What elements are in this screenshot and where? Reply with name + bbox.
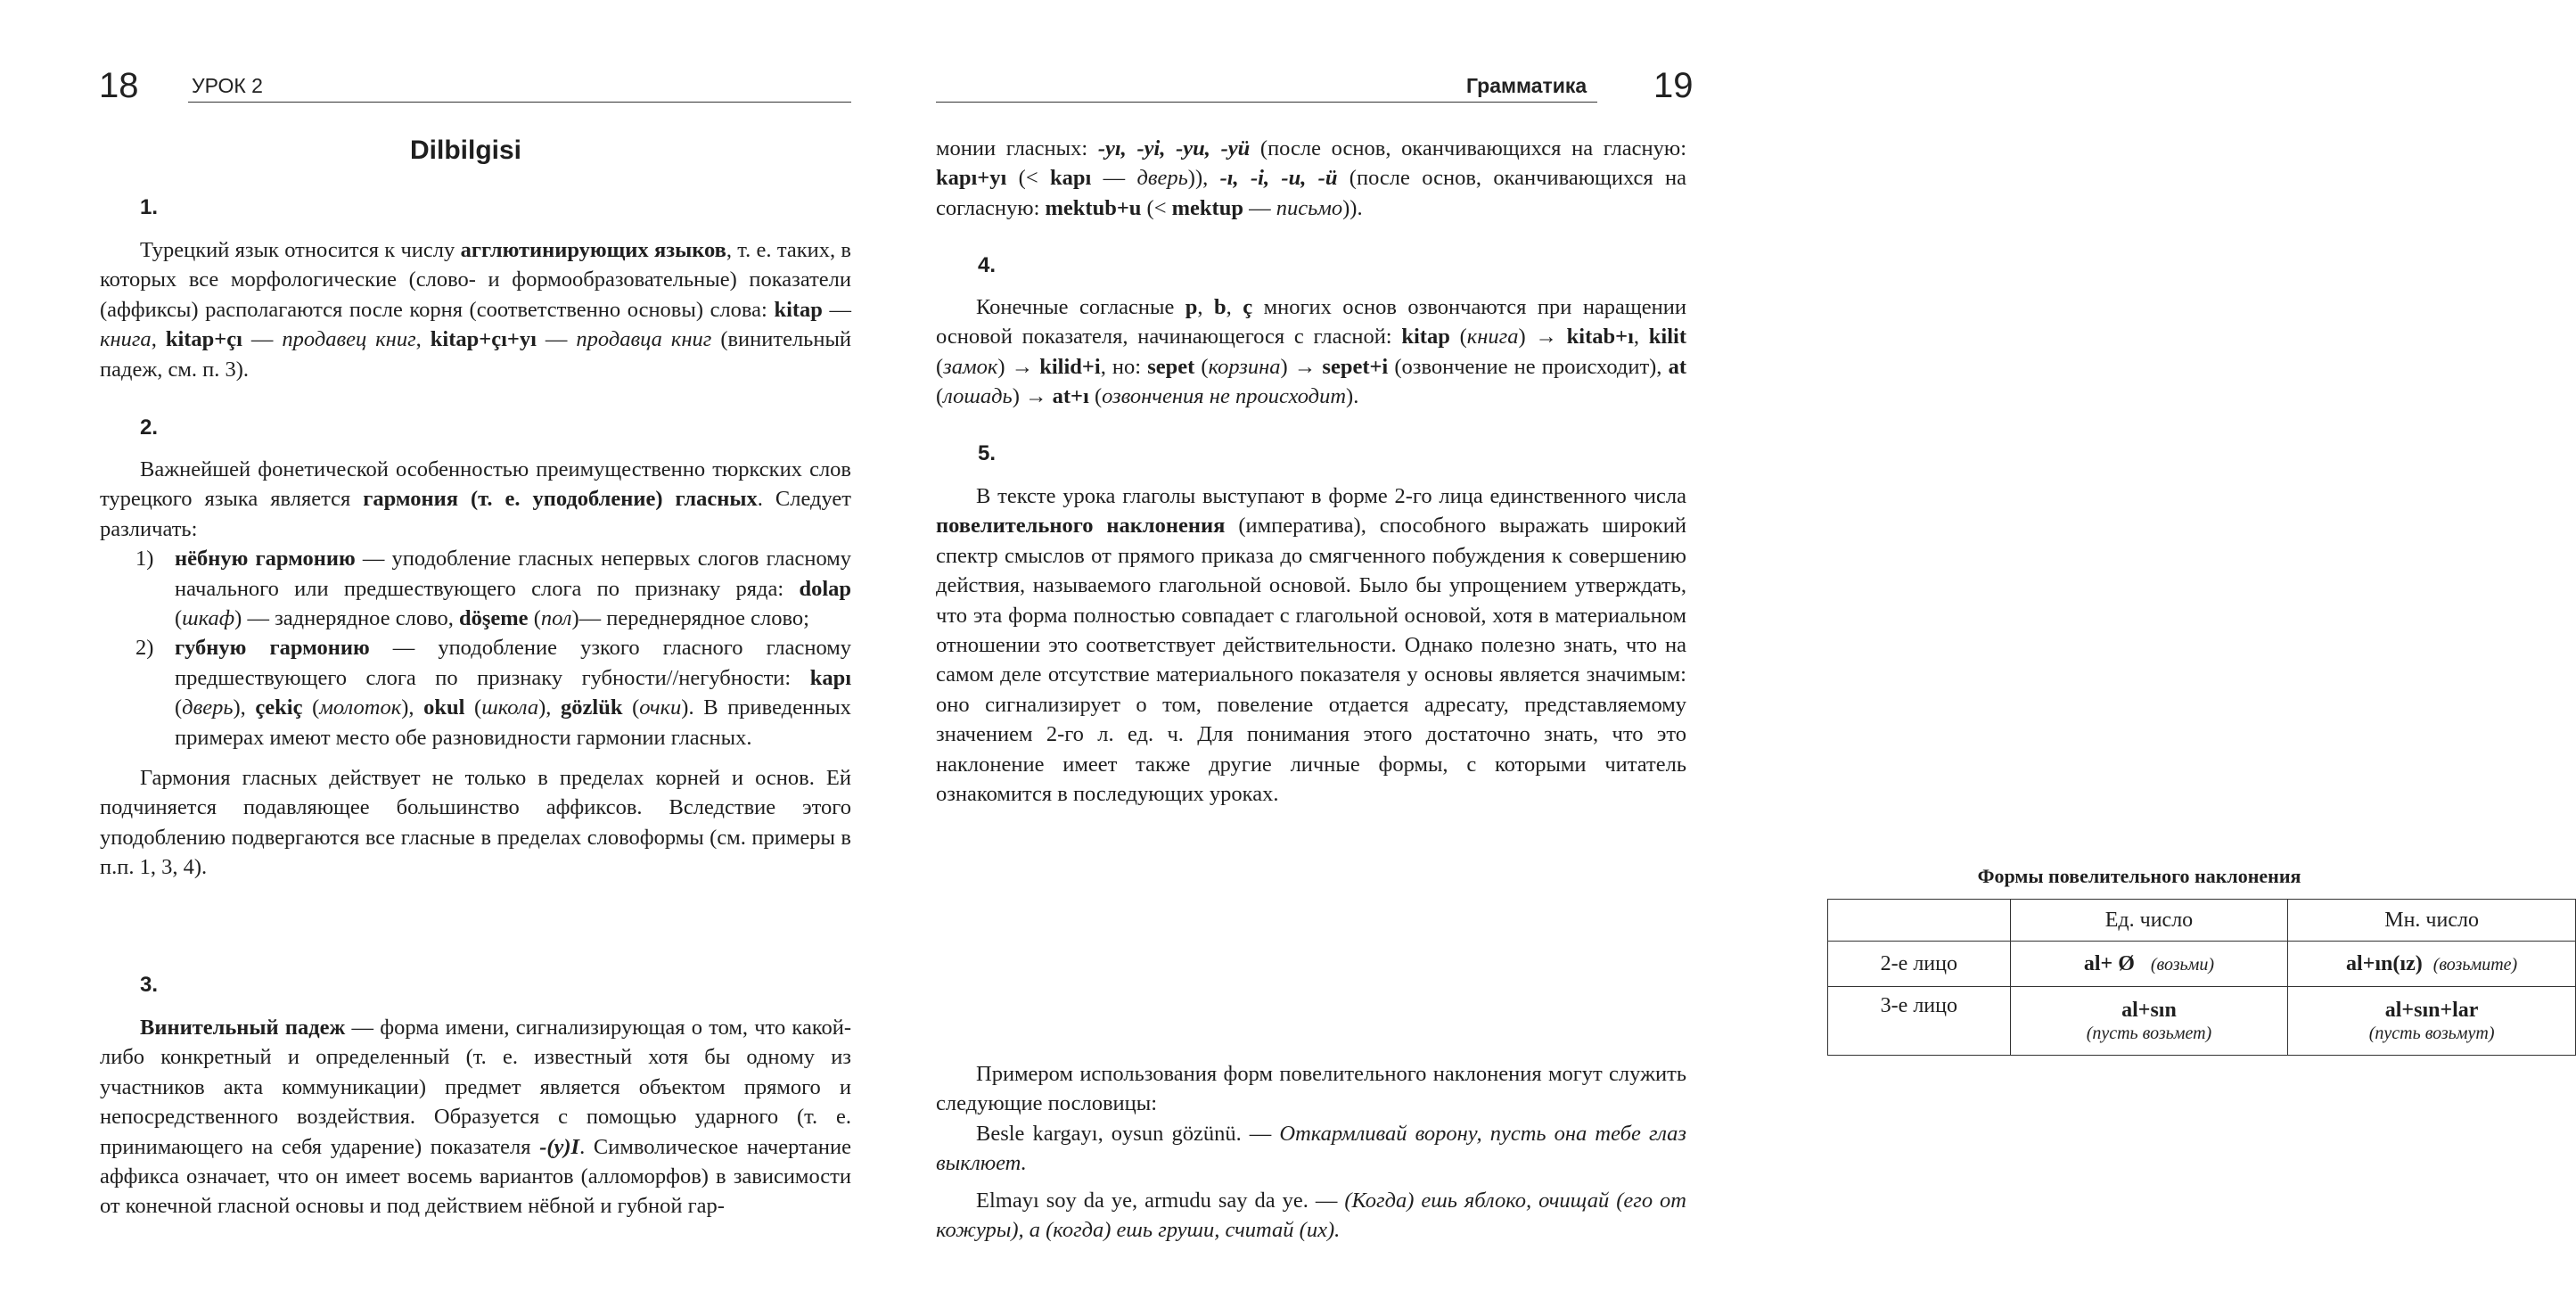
section-2-text	[100, 455, 851, 883]
table-row	[1828, 942, 2576, 987]
row-header: 2-е лицо	[1828, 942, 2011, 987]
section-5-text	[936, 481, 1686, 809]
section-3-text	[100, 1013, 851, 1221]
list-item: 1) нёбную гармонию — уподобление гласных непервых слогов гласному начального или предшествующего слога по признаку ряда: dolap (шкаф) — заднерядное слово, döşeme (пол)— переднерядное слово;	[135, 547, 852, 631]
section-number: 5.	[978, 441, 997, 465]
list-item: 2) губную гармонию — уподобление узкого гласного гласному предшествующего слога по признаку губности//негубности: kapı (дверь), çekiç (молоток), okul (школа), gözlük (очки). В приведенных примерах имеют место обе разновидности гармонии гласных.	[135, 636, 851, 750]
left-page	[0, 0, 891, 1316]
section-number: 2.	[140, 415, 159, 440]
table-cell: al+ın(ız) (возьмите)	[2288, 942, 2576, 987]
paragraph: Конечные согласные p, b, ç многих основ озвончаются при наращении основой показателя, начинающегося с гласной: kitap (книга) → kitab+ı, kilit (замок) → kilid+i, но: sepet (корзина) → sepet+i (озвончение не происходит), at (лошадь) → at+ı (озвончения не происходит).	[936, 295, 1687, 409]
header-rule	[936, 102, 1597, 103]
column-header: Мн. число	[2288, 900, 2576, 942]
right-page	[891, 0, 2518, 1316]
paragraph: Винительный падеж — форма имени, сигнализирующая о том, что какой-либо конкретный и определенный (т. е. известный хотя бы одному из участников акта коммуникации) предмет является объектом прямого и непосредственного воздействия. Образуется с помощью ударного (т. е. принимающего на себя ударение) показателя -(y)I. Символическое начертание аффикса означает, что он имеет восемь вариантов (алломорфов) в зависимости от конечной гласной основы и под действием нёбной и губной гар-	[100, 1016, 851, 1219]
proverb: Besle kargayı, oysun gözünü. — Откармливай ворону, пусть она тебе глаз выклюет.	[936, 1121, 1686, 1176]
running-header: Грамматика	[1466, 74, 1587, 97]
row-header: 3-е лицо	[1828, 987, 2011, 1056]
page-number: 18	[99, 66, 139, 105]
table-header-row	[1828, 900, 2576, 942]
paragraph: монии гласных: -yı, -yi, -yu, -yü (после основ, оканчивающихся на гласную: kapı+yı (< kapı — дверь)), -ı, -i, -u, -ü (после основ, оканчивающихся на согласную: mektub+u (< mektup — письмо)).	[936, 136, 1687, 220]
column-header: Ед. число	[2010, 900, 2288, 942]
table-cell: al+ Ø (возьми)	[2010, 942, 2288, 987]
paragraph: Гармония гласных действует не только в пределах корней и основ. Ей подчиняется подавляющее большинство аффиксов. Вследствие этого уподоблению подвергаются все гласные в пределах словоформы (см. примеры в п.п. 1, 3, 4).	[100, 766, 851, 880]
table-row	[1828, 987, 2576, 1056]
page-title: Dilbilgisi	[410, 136, 522, 165]
section-number: 3.	[140, 973, 159, 997]
page-number: 19	[1653, 66, 1694, 105]
paragraph: Важнейшей фонетической особенностью преимущественно тюркских слов турецкого языка является гармония (т. е. уподобление) гласных. Следует различать:	[100, 457, 851, 541]
section-3-continued	[936, 134, 1686, 223]
paragraph: Турецкий язык относится к числу агглютинирующих языков, т. е. таких, в которых все морфологические (слово- и формообразовательные) показатели (аффиксы) располагаются после корня (соответственно основы) слова: kitap — книга, kitap+çı — продавец книг, kitap+çı+yı — продавца книг (винительный падеж, см. п. 3).	[100, 238, 852, 382]
running-header: УРОК 2	[192, 74, 263, 97]
proverbs-text	[936, 1059, 1686, 1245]
header-rule	[188, 102, 851, 103]
table-cell	[1828, 900, 2011, 942]
table-caption: Формы повелительного наклонения	[1977, 865, 2301, 887]
table-cell: al+sın (пусть возьмет)	[2010, 987, 2288, 1056]
table-cell: al+sın+lar (пусть возьмут)	[2288, 987, 2576, 1056]
section-number: 4.	[978, 253, 997, 277]
paragraph: В тексте урока глаголы выступают в форме 2-го лица единственного числа повелительного наклонения (императива), способного выражать широкий спектр смыслов от прямого приказа до смягченного побуждения к совершению действия, называемого глагольной основой. Было бы упрощением утверждать, что эта форма полностью совпадает с глагольной основой, хотя в материальном отношении это соответствует действительности. Однако полезно знать, что на самом деле отсутствие материального показателя у основы является значимым: оно сигнализирует о том, повеление отдается адресату, представляемому значением 2-го л. ед. ч. Для понимания этого достаточно знать, что это наклонение имеет также другие личные формы, с которыми читатель ознакомится в последующих уроках.	[936, 484, 1687, 807]
proverb: Elmayı soy da ye, armudu say da ye. — (Когда) ешь яблоко, очищай (его от кожуры), а (когда) ешь груши, считай (их).	[936, 1188, 1686, 1243]
imperative-forms-table	[1827, 899, 2576, 1056]
section-1-text	[100, 235, 851, 384]
section-4-text	[936, 292, 1686, 412]
paragraph: Примером использования форм повелительного наклонения могут служить следующие пословицы:	[936, 1062, 1686, 1116]
section-number: 1.	[140, 195, 159, 219]
